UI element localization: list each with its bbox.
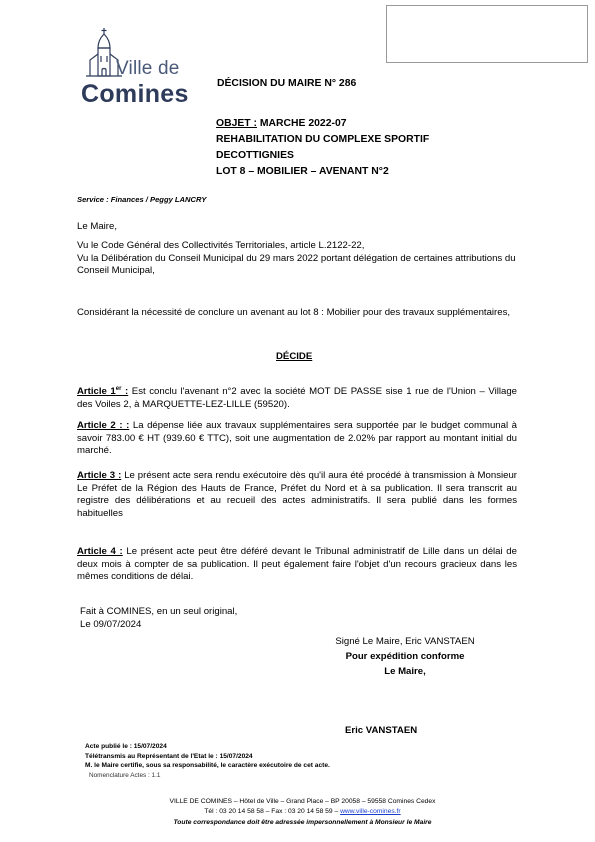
article-4	[77, 546, 517, 584]
fait-a-comines: Fait à COMINES, en un seul original,	[80, 606, 238, 617]
objet-line-1	[216, 116, 429, 132]
publication-meta	[85, 742, 330, 771]
footer-notice: Toute correspondance doit être adressée impersonnellement à Monsieur le Maire	[173, 818, 432, 826]
article-3-text: Le présent acte sera rendu exécutoire dès qu'il aura été procédé à transmission à Monsieur Le Préfet de la Région des Hauts de France, Préfet du Nord et à sa publication. Il sera transcrit au registre des délibérations et au recueil des actes administratifs. Il sera publié dans les formes habituelles	[77, 470, 517, 519]
article-1-text: Est conclu l'avenant n°2 avec la société MOT DE PASSE sise 1 rue de l'Union – Village des Voiles 2, à MARQUETTE-LEZ-LILLE (59520).	[77, 386, 517, 410]
nomenclature: Nomenclature Actes : 1.1	[89, 772, 161, 779]
signe-le-maire: Signé Le Maire, Eric VANSTAEN	[335, 636, 475, 647]
teletransmis: Télétransmis au Représentant de l'Etat le : 15/07/2024	[85, 752, 253, 760]
vu-deliberation: Vu la Délibération du Conseil Municipal du 29 mars 2022 portant délégation de certaines attributions du Conseil Municipal,	[77, 252, 516, 277]
logo-comines-text: Comines	[81, 80, 189, 108]
logo-ville-text: Ville de	[116, 58, 180, 79]
ville-de-comines-logo	[72, 26, 202, 110]
fait-a-block	[80, 606, 237, 631]
objet-marche: MARCHE 2022-07	[257, 118, 347, 129]
article-4-text: Le présent acte peut être déféré devant le Tribunal administratif de Lille dans un délai de deux mois à compter de sa publication. Il peut également faire l'objet d'un recours gracieux dans les mêmes conditions de délai.	[77, 546, 517, 583]
signature-le-maire: Le Maire,	[384, 666, 426, 677]
article-2-label: Article 2 : :	[77, 420, 130, 431]
article-1	[77, 383, 517, 411]
article-3-label: Article 3 :	[77, 470, 122, 481]
objet-line-3: DECOTTIGNIES	[216, 150, 294, 161]
vu-code: Vu le Code Général des Collectivités Territoriales, article L.2122-22,	[77, 240, 365, 251]
article-1-label: Article 1er :	[77, 386, 129, 398]
le-maire-heading: Le Maire,	[77, 221, 117, 232]
article-3	[77, 470, 517, 520]
vu-block	[77, 240, 517, 278]
objet-line-4: LOT 8 – MOBILIER – AVENANT N°2	[216, 166, 389, 177]
objet-line-2: REHABILITATION DU COMPLEXE SPORTIF	[216, 134, 430, 145]
article-4-label: Article 4 :	[77, 546, 123, 557]
footer	[100, 797, 505, 828]
decision-date: Le 09/07/2024	[80, 618, 142, 630]
stamp-box	[386, 5, 588, 63]
objet-label: OBJET :	[216, 118, 257, 129]
article-2-text: La dépense liée aux travaux supplémentaires sera supportée par le budget communal à savoir 783.00 € HT (939.60 € TTC), soit une augmentation de 2.02% par rapport au montant initial du marché.	[77, 420, 517, 457]
footer-address: VILLE DE COMINES – Hôtel de Ville – Grand Place – BP 20058 – 59558 Comines Cedex	[169, 798, 436, 805]
decision-title: DÉCISION DU MAIRE N° 286	[217, 78, 357, 89]
footer-phone-fax: Tél : 03 20 14 58 58 – Fax : 03 20 14 58 59 –	[204, 808, 341, 816]
signature-block	[300, 634, 510, 679]
article-2	[77, 420, 517, 458]
signatory-name: Eric VANSTAEN	[345, 725, 418, 736]
footer-contact	[100, 807, 505, 817]
acte-publie: Acte publié le : 15/07/2024	[85, 743, 167, 750]
website-link[interactable]: www.ville-comines.fr	[340, 808, 401, 816]
pour-expedition-conforme: Pour expédition conforme	[345, 651, 465, 662]
certification: M. le Maire certifie, sous sa responsabilité, le caractère exécutoire de cet acte.	[85, 762, 330, 770]
considerant-paragraph: Considérant la nécessité de conclure un avenant au lot 8 : Mobilier pour des travaux supplémentaires,	[77, 307, 511, 318]
service-line: Service : Finances / Peggy LANCRY	[77, 195, 207, 204]
decide-heading: DÉCIDE	[276, 351, 313, 362]
objet-block	[216, 116, 429, 180]
